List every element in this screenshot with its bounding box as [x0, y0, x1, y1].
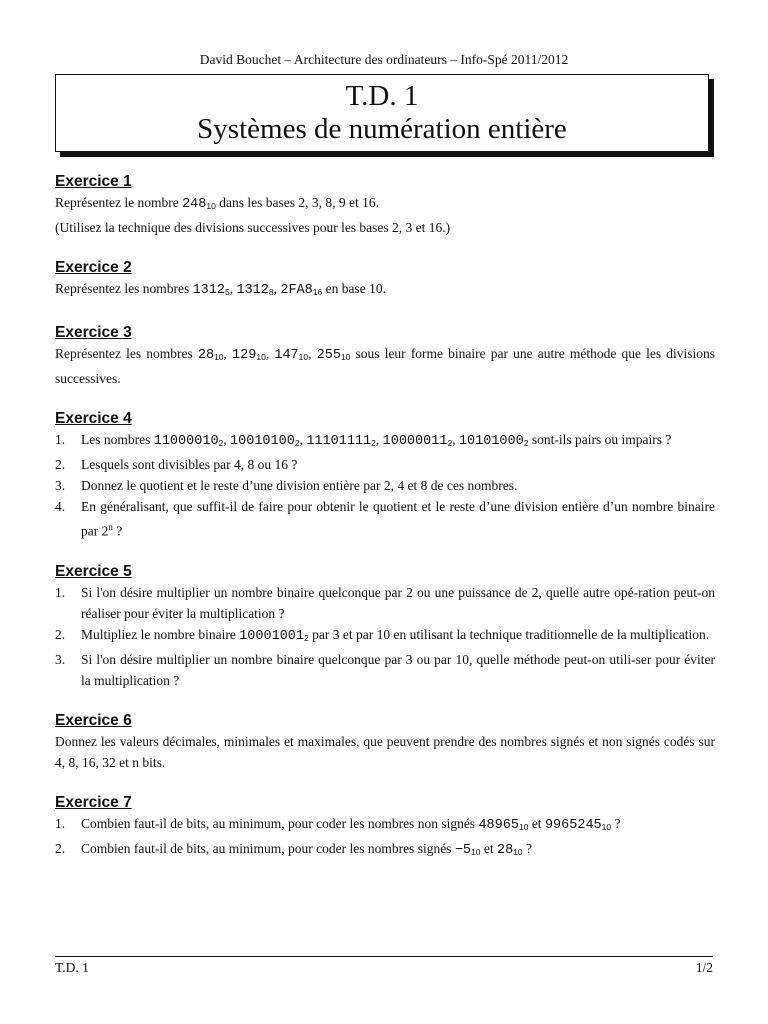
number-base: 10 — [256, 352, 266, 362]
text: Les nombres — [81, 432, 154, 447]
number — [232, 348, 266, 363]
item-number: 2. — [55, 626, 66, 642]
separator: , — [223, 346, 233, 361]
footer-title: T.D. 1 — [55, 960, 89, 975]
text: Représentez les nombres — [55, 281, 193, 296]
text: Combien faut-il de bits, au minimum, pour coder les nombres signés — [81, 840, 455, 856]
exercise-1-title: Exercice 1 — [55, 173, 132, 190]
exercise-3 — [55, 323, 715, 389]
text: Multipliez le nombre binaire — [81, 626, 240, 642]
list-item — [55, 582, 715, 624]
page-number: 1/2 — [695, 960, 713, 975]
list-item — [55, 624, 715, 649]
item-number: 1. — [55, 584, 66, 600]
number-value: 255 — [316, 348, 341, 363]
number-base: 2 — [218, 438, 224, 448]
text: En généralisant, que suffit-il de faire pour obtenir le quotient et le reste d’une division entière d’un nombre binaire par 2 — [81, 499, 715, 539]
item-number: 1. — [55, 432, 66, 447]
exercise-3-title: Exercice 3 — [55, 324, 132, 341]
text: Si l'on désire multiplier un nombre binaire quelconque par 3 ou par 10, quelle méthode peut-on utili-ser pour éviter la multiplication ? — [81, 651, 715, 688]
exponent: n — [108, 522, 113, 532]
exercise-5-title: Exercice 5 — [55, 562, 132, 580]
exercise-2-title: Exercice 2 — [55, 259, 132, 276]
number-base: 2 — [447, 438, 453, 448]
page-subtitle: Systèmes de numération entière — [197, 113, 567, 145]
exercise-6 — [55, 711, 715, 773]
list-item — [55, 429, 715, 454]
title-box — [55, 74, 709, 152]
list-item — [55, 838, 715, 863]
text: et — [480, 840, 497, 856]
text: Représentez les nombres — [55, 346, 198, 361]
exercise-5-items — [55, 582, 715, 691]
text: sont-ils pairs ou impairs ? — [528, 432, 672, 447]
number-value: 10000011 — [382, 434, 448, 449]
number-base: 10 — [471, 846, 481, 857]
exercise-4-title: Exercice 4 — [55, 410, 132, 427]
exercise-7-items — [55, 813, 715, 863]
separator: , — [375, 432, 383, 447]
text: Combien faut-il de bits, au minimum, pour coder les nombres non signés — [81, 815, 479, 831]
text: dans les bases 2, 3, 8, 9 et 16. — [215, 195, 379, 210]
separator: , — [223, 432, 231, 447]
number — [198, 348, 224, 363]
number — [545, 818, 611, 833]
list-item — [55, 813, 715, 838]
text: ? — [522, 840, 533, 856]
number-base: 10 — [340, 352, 351, 362]
number-value: 11101111 — [306, 434, 372, 449]
exercise-2-statement — [55, 278, 715, 303]
number — [455, 843, 481, 858]
number — [383, 434, 453, 449]
number-value: 129 — [232, 348, 257, 363]
number — [182, 197, 216, 212]
number-base: 5 — [224, 287, 230, 297]
text: Si l'on désire multiplier un nombre binaire quelconque par 2 ou une puissance de 2, quelle autre opé-ration peut-on réaliser pour éviter la multiplication ? — [81, 584, 715, 621]
number — [280, 283, 322, 298]
text: Lesquels sont divisibles par 4, 8 ou 16 ? — [81, 457, 298, 472]
number — [497, 843, 523, 858]
item-number: 4. — [55, 499, 66, 514]
number-base: 10 — [601, 821, 612, 832]
exercise-3-statement — [55, 343, 715, 389]
number-base: 10 — [214, 352, 224, 362]
text: sous leur forme binaire par une autre méthode que les divisions successives. — [55, 346, 716, 386]
number-base: 10 — [206, 201, 216, 211]
separator: , — [229, 281, 237, 296]
exercise-6-statement: Donnez les valeurs décimales, minimales et maximales, que peuvent prendre des nombres signés et non signés codés sur 4, 8, 16, 32 et n bits. — [55, 733, 715, 770]
number-value: 10101000 — [458, 434, 524, 449]
number-value: 1312 — [236, 283, 269, 298]
text: ? — [112, 523, 123, 539]
exercise-7-title: Exercice 7 — [55, 793, 132, 811]
list-item — [55, 454, 715, 475]
separator: , — [265, 346, 275, 361]
separator: , — [308, 346, 317, 361]
number — [306, 434, 376, 449]
exercise-1-note: (Utilisez la technique des divisions successives pour les bases 2, 3 et 16.) — [55, 220, 451, 235]
item-number: 3. — [55, 478, 66, 493]
number-value: 248 — [182, 197, 207, 212]
number-base: 2 — [523, 438, 529, 448]
number-base: 8 — [268, 287, 274, 297]
exercise-4 — [55, 409, 715, 542]
list-item — [55, 496, 715, 542]
exercise-1-statement — [55, 192, 715, 217]
number — [317, 348, 351, 363]
number-base: 2 — [304, 632, 309, 643]
text: et — [528, 815, 545, 831]
number — [478, 818, 528, 833]
separator: , — [452, 432, 459, 447]
item-number: 2. — [55, 840, 66, 856]
number — [239, 629, 309, 644]
separator: , — [299, 432, 307, 447]
exercise-1 — [55, 172, 715, 238]
exercise-list — [55, 172, 715, 883]
number — [459, 434, 529, 449]
item-number: 2. — [55, 457, 66, 472]
number-base: 16 — [312, 287, 323, 297]
number-base: 2 — [371, 438, 376, 448]
number-value: 10010100 — [230, 434, 295, 449]
number-base: 10 — [298, 352, 309, 362]
number — [154, 434, 224, 449]
list-item — [55, 649, 715, 691]
number-value: −5 — [454, 842, 472, 858]
number-base: 10 — [518, 821, 529, 832]
exercise-6-title: Exercice 6 — [55, 711, 132, 729]
item-number: 1. — [55, 815, 66, 831]
number-base: 2 — [294, 438, 300, 448]
text: Représentez le nombre — [55, 195, 183, 210]
number-value: 147 — [274, 348, 299, 363]
text: ? — [611, 815, 621, 831]
exercise-7 — [55, 793, 715, 863]
number — [230, 434, 300, 449]
exercise-5 — [55, 562, 715, 691]
item-number: 3. — [55, 651, 66, 667]
number-value: 1312 — [192, 283, 225, 298]
number-value: 2FA8 — [280, 283, 313, 298]
exercise-2 — [55, 258, 715, 303]
number — [274, 348, 308, 363]
number-value: 9965245 — [544, 817, 602, 833]
footer-divider — [55, 956, 713, 957]
page-title: T.D. 1 — [345, 80, 419, 112]
separator: , — [273, 281, 281, 296]
number-value: 11000010 — [153, 434, 219, 449]
number — [236, 283, 273, 298]
number-value: 28 — [197, 348, 215, 363]
text: par 3 et par 10 en utilisant la technique traditionnelle de la multiplication. — [308, 626, 710, 642]
number-value: 48965 — [478, 817, 519, 833]
text: Donnez le quotient et le reste d’une division entière par 2, 4 et 8 de ces nombres. — [81, 478, 518, 493]
text: en base 10. — [322, 281, 386, 296]
number-value: 10001001 — [239, 628, 305, 644]
list-item — [55, 475, 715, 496]
exercise-4-items — [55, 429, 715, 542]
course-header: David Bouchet – Architecture des ordinateurs – Info-Spé 2011/2012 — [199, 52, 569, 67]
number — [193, 283, 230, 298]
number-base: 10 — [513, 846, 523, 857]
number-value: 28 — [497, 842, 514, 858]
